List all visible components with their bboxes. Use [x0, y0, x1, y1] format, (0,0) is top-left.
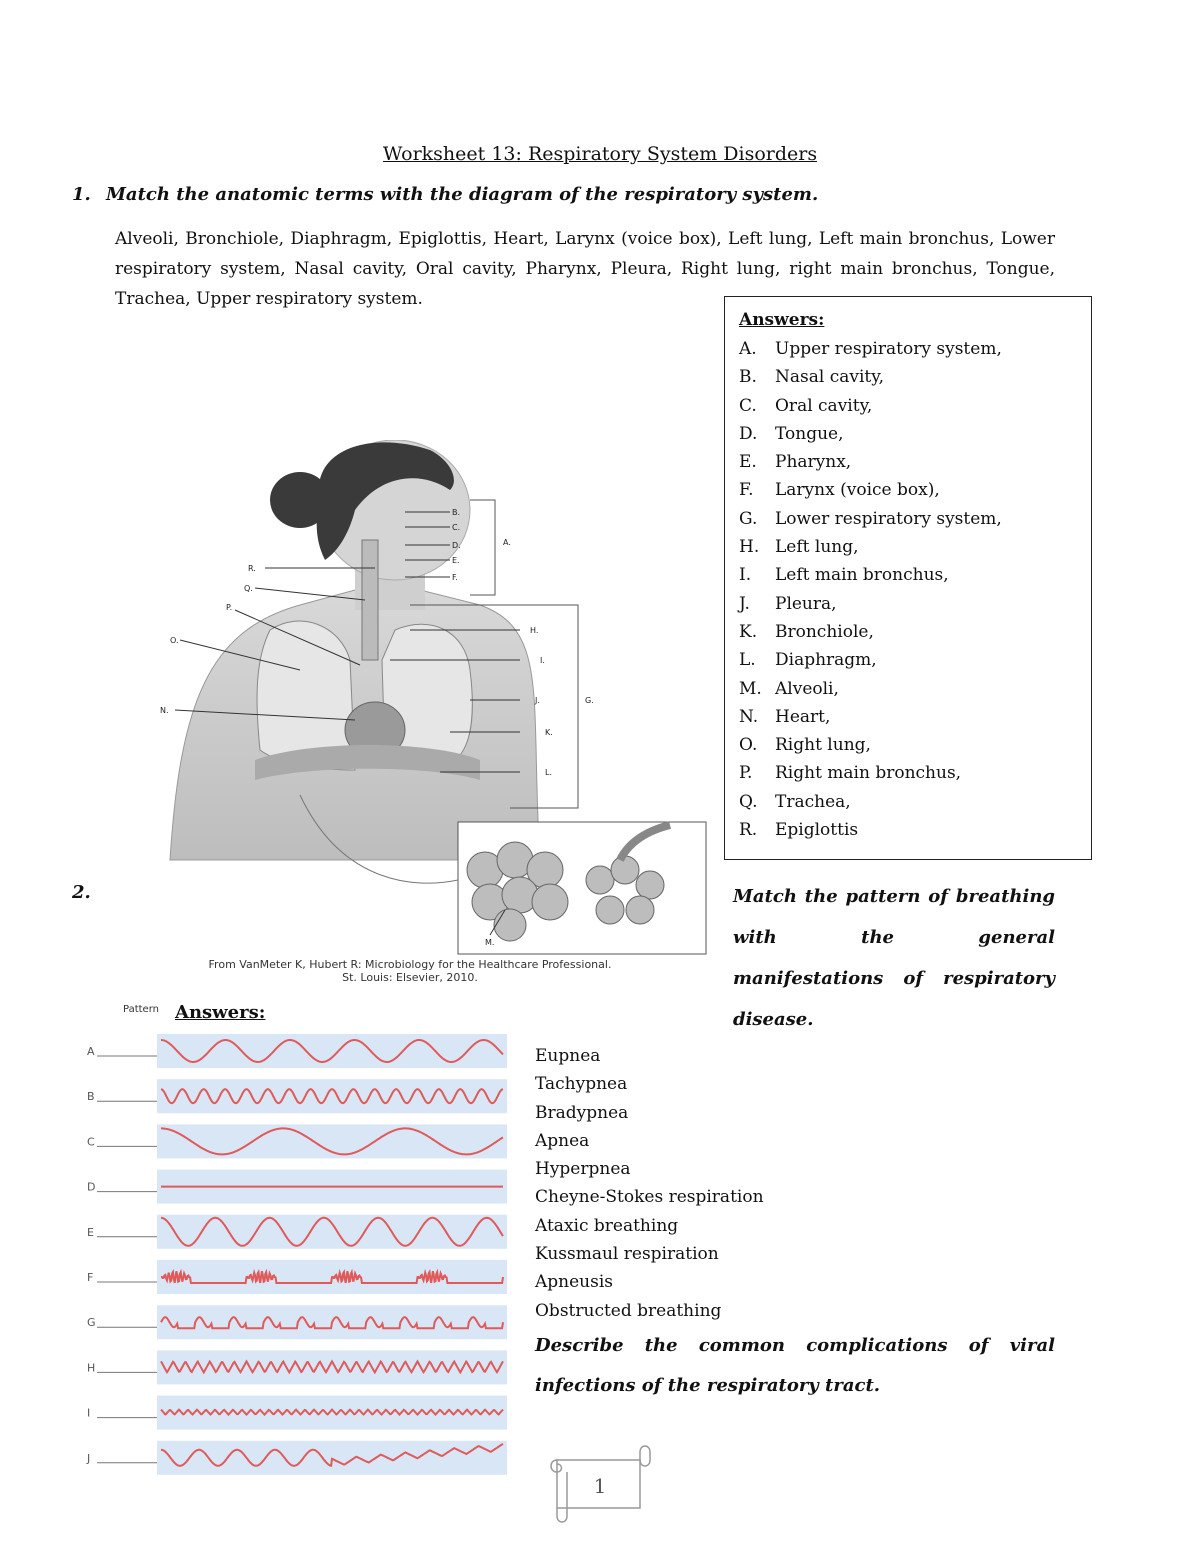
question-1-text: Match the anatomic terms with the diagram of the respiratory system. — [106, 184, 819, 205]
answer-text: Diaphragm, — [775, 650, 877, 671]
answer-item — [739, 618, 1091, 646]
answer-text: Bronchiole, — [775, 621, 874, 642]
answer-text: Epiglottis — [775, 820, 859, 841]
answer-letter: A. — [739, 339, 757, 359]
breathing-options-list — [535, 1042, 764, 1325]
wave-letter: C — [87, 1135, 95, 1149]
answer-item — [739, 675, 1091, 703]
diagram-label-n: N. — [160, 706, 169, 715]
wave-letter: B — [87, 1090, 95, 1104]
answer-item — [739, 363, 1091, 391]
diagram-label-m: M. — [485, 938, 495, 947]
diagram-label-d: D. — [452, 541, 461, 550]
wave-band — [157, 1350, 507, 1384]
diagram-label-p: P. — [226, 603, 233, 612]
breathing-option: Apneusis — [535, 1272, 614, 1293]
wave-letter: A — [87, 1045, 95, 1058]
credit-line-2: St. Louis: Elsevier, 2010. — [342, 971, 478, 984]
diagram-label-q: Q. — [244, 584, 253, 593]
page-number: 1 — [593, 1474, 607, 1498]
answer-letter: F. — [739, 480, 754, 501]
answer-text: Upper respiratory system, — [775, 339, 1002, 359]
answer-text: Left lung, — [775, 537, 859, 558]
answer-text: Tongue, — [775, 423, 844, 444]
answer-text: Lower respiratory system, — [775, 508, 1002, 529]
question-1-number: 1. — [72, 184, 91, 205]
wave-band — [157, 1124, 507, 1158]
diagram-label-r: R. — [248, 564, 256, 573]
answer-text: Pleura, — [775, 593, 837, 614]
diagram-label-e: E. — [452, 556, 460, 565]
answer-item — [739, 505, 1091, 533]
question-2-prompt: Match the pattern of breathing with the general manifestations of respiratory disease. — [733, 886, 1055, 1030]
answer-letter: D. — [739, 423, 758, 444]
answer-letter: P. — [739, 763, 753, 784]
answer-letter: B. — [739, 367, 757, 388]
answer-item — [739, 392, 1091, 420]
answers-label-text: Answers: — [175, 1002, 266, 1023]
answer-text: Right main bronchus, — [775, 763, 962, 784]
question-2-number: 2. — [72, 882, 91, 903]
answers-list — [739, 335, 1091, 844]
diagram-label-b: B. — [452, 508, 461, 517]
answer-item — [739, 703, 1091, 731]
diagram-label-a: A. — [503, 538, 511, 547]
answer-text: Oral cavity, — [775, 395, 873, 416]
answer-letter: M. — [739, 678, 762, 699]
answer-text: Right lung, — [775, 735, 871, 756]
answer-letter: H. — [739, 537, 760, 558]
answer-letter: L. — [739, 650, 756, 671]
diagram-label-h: H. — [530, 626, 539, 635]
answer-text: Heart, — [775, 706, 831, 727]
answer-letter: C. — [739, 395, 757, 416]
breathing-option: Tachypnea — [535, 1074, 628, 1095]
breathing-option: Bradypnea — [535, 1102, 629, 1123]
answers-box-header: Answers: — [739, 310, 825, 330]
worksheet-title: Worksheet 13: Respiratory System Disorders — [382, 143, 818, 165]
diagram-label-j: J. — [535, 696, 540, 705]
breathing-option: Eupnea — [535, 1046, 601, 1066]
diagram-label-o: O. — [170, 636, 179, 645]
diagram-label-l: L. — [545, 768, 552, 777]
diagram-label-k: K. — [545, 728, 553, 737]
answer-text: Nasal cavity, — [775, 367, 884, 388]
page-number-scroll — [545, 1442, 655, 1524]
breathing-option: Apnea — [535, 1130, 590, 1151]
answer-letter: R. — [739, 820, 758, 841]
answer-item — [739, 476, 1091, 504]
answer-text: Pharynx, — [775, 452, 852, 473]
answer-letter: J. — [739, 593, 750, 614]
credit-line-1: From VanMeter K, Hubert R: Microbiology for the Healthcare Professional. — [208, 958, 612, 971]
breathing-option: Hyperpnea — [535, 1159, 631, 1180]
wave-letter: G — [87, 1316, 96, 1330]
wave-letter: E — [87, 1225, 94, 1239]
breathing-option: Kussmaul respiration — [535, 1244, 719, 1265]
answer-item — [739, 788, 1091, 816]
wave-letter: I — [87, 1406, 91, 1420]
breathing-option: Obstructed breathing — [535, 1300, 722, 1321]
answer-item — [739, 646, 1091, 674]
answer-item — [739, 335, 1091, 363]
term-list: Alveoli, Bronchiole, Diaphragm, Epiglottis, Heart, Larynx (voice box), Left lung, Left main bronchus, Lower respiratory system, Nasal cavity, Oral cavity, Pharynx, Pleura, Right lung, right main bronchus, Tongue, Trachea, Upper respiratory system. — [115, 229, 1055, 309]
answer-item — [739, 759, 1091, 787]
diagram-label-f: F. — [452, 573, 458, 582]
breathing-option: Ataxic breathing — [535, 1215, 679, 1236]
answer-letter: K. — [739, 621, 758, 642]
answer-text: Alveoli, — [775, 678, 839, 699]
respiratory-diagram — [150, 440, 710, 960]
answer-text: Larynx (voice box), — [775, 480, 940, 501]
answer-item — [739, 533, 1091, 561]
image-credit — [150, 958, 670, 984]
wave-letter: J — [87, 1451, 91, 1465]
answer-letter: O. — [739, 735, 758, 756]
answer-item — [739, 448, 1091, 476]
answer-item — [739, 731, 1091, 759]
wave-letter: D — [87, 1180, 96, 1194]
answer-letter: I. — [739, 565, 752, 586]
wave-letter: F — [87, 1271, 94, 1284]
breathing-patterns — [85, 1034, 515, 1486]
breathing-option: Cheyne-Stokes respiration — [535, 1187, 764, 1208]
answer-item — [739, 590, 1091, 618]
answer-letter: G. — [739, 508, 758, 529]
answer-text: Left main bronchus, — [775, 565, 949, 586]
answer-letter: E. — [739, 452, 757, 473]
answer-letter: N. — [739, 706, 759, 727]
answers-label — [175, 1002, 265, 1023]
pattern-label: Pattern — [123, 1004, 159, 1015]
wave-letter: H — [87, 1361, 96, 1375]
diagram-label-g: G. — [585, 696, 594, 705]
answer-text: Trachea, — [775, 791, 851, 812]
question-3-prompt: Describe the common complications of viral infections of the respiratory tract. — [535, 1335, 1055, 1396]
answer-item — [739, 420, 1091, 448]
answers-box — [724, 296, 1092, 860]
diagram-label-c: C. — [452, 523, 461, 532]
answer-letter: Q. — [739, 791, 758, 812]
diagram-label-i: I. — [540, 656, 545, 665]
answer-item — [739, 816, 1091, 844]
answer-item — [739, 561, 1091, 589]
question-1-prompt — [72, 184, 818, 205]
